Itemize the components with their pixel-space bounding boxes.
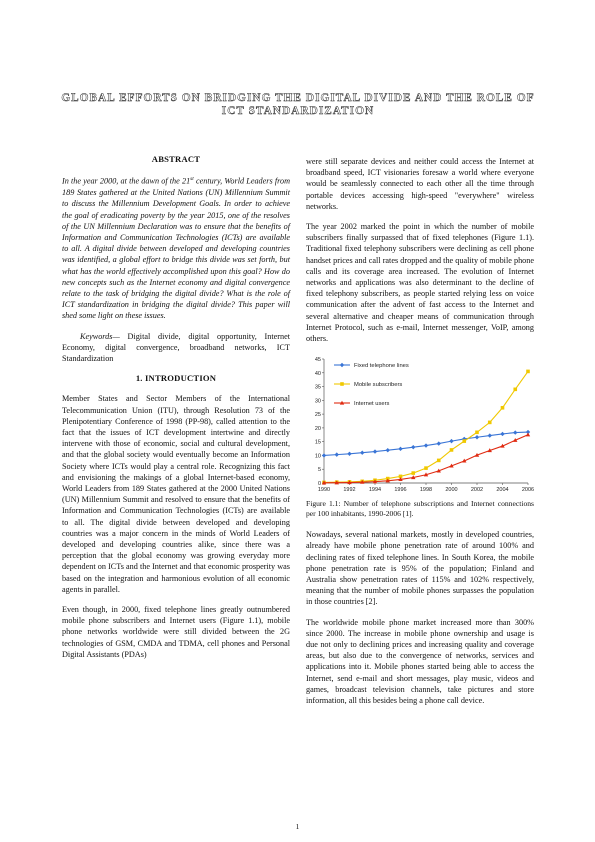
legend-label: Internet users <box>354 401 390 408</box>
page-number: 1 <box>295 822 300 831</box>
data-point <box>449 439 453 443</box>
x-tick-label: 2006 <box>521 487 535 494</box>
right-paragraph-2: The year 2002 marked the point in which the number of mobile subscribers finally surpassed that of fixed telephones (Figure 1.1). Traditional fixed telephony subscribers were declining as cell phone handset prices and call rates dropped and the quality of mobile phone calls and its coverage area increased. The evolution of Internet networks and applications was also determinant to the decline of fixed telephony subscribers, as people started relying less on voice communication after the advent of fast access to the Internet and several alternative and cheaper means of communication through Internet Protocol, such as e-mail, Internet messenger, VoIP, among others. <box>306 222 534 344</box>
data-point <box>386 448 390 452</box>
data-point <box>411 445 415 449</box>
x-tick-label: 1990 <box>317 487 331 494</box>
line-chart <box>306 353 536 493</box>
right-paragraph-4: The worldwide mobile phone market increased more than 300% since 2000. The increase in mobile phone ownership and usage is due not only to declining prices and increasing quality and coverage areas, but also due to the convergence of networks, services and applications into it. Mobile phones started being able to access the Internet, send e-mail and short messages, play music, videos and games, broadcast television channels, take pictures and store information, all this besides being a phone call device. <box>306 617 534 706</box>
figure-1-1 <box>306 353 536 493</box>
y-tick-label: 10 <box>314 453 321 460</box>
data-point <box>322 453 326 457</box>
data-point <box>450 448 454 452</box>
right-column <box>306 156 534 715</box>
x-tick-label: 2002 <box>470 487 484 494</box>
x-tick-label: 1992 <box>343 487 356 494</box>
data-point <box>526 370 530 374</box>
data-point <box>500 432 504 436</box>
y-tick-label: 15 <box>314 439 321 446</box>
y-tick-label: 30 <box>314 398 321 405</box>
legend-marker <box>340 382 344 386</box>
y-tick-label: 0 <box>317 481 321 488</box>
data-point <box>462 440 466 444</box>
x-tick-label: 2000 <box>445 487 458 494</box>
keywords <box>62 331 290 365</box>
x-tick-label: 1994 <box>368 487 382 494</box>
abstract-heading: ABSTRACT <box>151 154 201 164</box>
introduction-heading: 1. INTRODUCTION <box>135 373 217 384</box>
data-point <box>437 442 441 446</box>
data-point <box>513 388 517 392</box>
legend-label: Mobile subscribers <box>354 382 403 389</box>
y-tick-label: 40 <box>314 371 321 378</box>
legend-marker <box>340 363 344 367</box>
data-point <box>347 452 351 456</box>
data-point <box>360 451 364 455</box>
y-tick-label: 5 <box>317 467 321 474</box>
data-point <box>424 467 428 471</box>
data-point <box>501 406 505 410</box>
data-point <box>526 433 530 437</box>
y-tick-label: 45 <box>314 357 321 364</box>
data-point <box>475 431 479 435</box>
intro-paragraph-1: Member States and Sector Members of the International Telecommunication Union (ITU), through Resolution 73 of the Plenipotentiary Conference of 1998 (PP-98), called attention to the fact that the issues of ICT development intertwine and directly intervene with those of economic, social and cultural development, and that the global society would eventually become an Information Society where ICTs would play a central role. Recognizing this fact and envisioning the makings of a global Internet-based economy, World Leaders from 189 States gathered at the 2000 United Nations (UN) Millennium Summit and resolved to ensure that the benefits of Information and Communication Technologies (ICTs) are available to all. The digital divide between developed and developing countries was a major concern in the minds of World Leaders of developed and developing countries alike, since there was a perception that the global economy was growing everyday more dependent on ICTs and the Internet and that economic prosperity was based on the integration and harmonious evolution of all economic agents in parallel. <box>62 394 290 594</box>
right-paragraph-3: Nowadays, several national markets, mostly in developed countries, already have mobile phone penetration rate of around 100% and declining rates of fixed telephone lines. In South Korea, the mobile phone penetration rate is 95% of the population; Finland and Australia show penetration rates of 115% and 102% respectively, meaning that the number of mobile phones surpasses the population in those countries [2]. <box>306 530 534 607</box>
left-column <box>62 154 290 669</box>
data-point <box>398 447 402 451</box>
data-point <box>475 435 479 439</box>
keywords-label: Keywords— <box>80 331 120 341</box>
x-tick-label: 1996 <box>394 487 407 494</box>
keywords-text: Digital divide, digital opportunity, Internet Economy, digital convergence, broadband networks, ICT Standardization <box>62 331 290 363</box>
y-tick-label: 35 <box>314 384 321 391</box>
data-point <box>335 453 339 457</box>
data-point <box>373 450 377 454</box>
abstract-text: In the year 2000, at the dawn of the 21st century, World Leaders from 189 States gathered at the United Nations (UN) Millennium Summit to discuss the Millennium Development Goals. In order to achieve the goal of eradicating poverty by the year 2015, one of the resolves of the UN Millennium Declaration was to ensure that the benefits of Information and Communication Technologies (ICTs) are available to all. A digital divide between developed and developing countries was identified, a global effort to bridge this divide was set forth, but what has the world effectively accomplished upon this goal? How do new concepts such as the Internet economy and digital convergence relate to the task of bridging the digital divide? What is the role of ICT standardization in bridging the digital divide? This paper will shed some light on these issues. <box>62 176 291 321</box>
paper-title: GLOBAL EFFORTS ON BRIDGING THE DIGITAL DIVIDE AND THE ROLE OF ICT STANDARDIZATION <box>61 92 535 117</box>
legend-label: Fixed telephone lines <box>354 363 409 370</box>
x-tick-label: 1998 <box>419 487 433 494</box>
y-tick-label: 25 <box>314 412 321 419</box>
series-line <box>324 372 528 483</box>
data-point <box>424 444 428 448</box>
data-point <box>513 431 517 435</box>
data-point <box>488 421 492 425</box>
data-point <box>437 459 441 463</box>
right-paragraph-1: were still separate devices and neither could access the Internet at broadband speed, ICT visionaries foresaw a world where everyone would be seamlessly connected to each other all the time through portable devices accessing high-speed "everywhere" wireless networks. <box>306 157 534 211</box>
x-tick-label: 2004 <box>496 487 509 494</box>
y-tick-label: 20 <box>314 426 321 433</box>
data-point <box>488 434 492 438</box>
intro-paragraph-2: Even though, in 2000, fixed telephone lines greatly outnumbered mobile phone subscribers and Internet users (Figure 1.1), mobile phone networks worldwide were still divided between the 2G technologies of GSM, CMDA and TDMA, cell phones and Personal Digital Assistants (PDAs) <box>62 605 290 659</box>
figure-caption: Figure 1.1: Number of telephone subscriptions and Internet connections per 100 inhabitants, 1990-2006 [1]. <box>306 499 534 519</box>
data-point <box>411 472 415 476</box>
